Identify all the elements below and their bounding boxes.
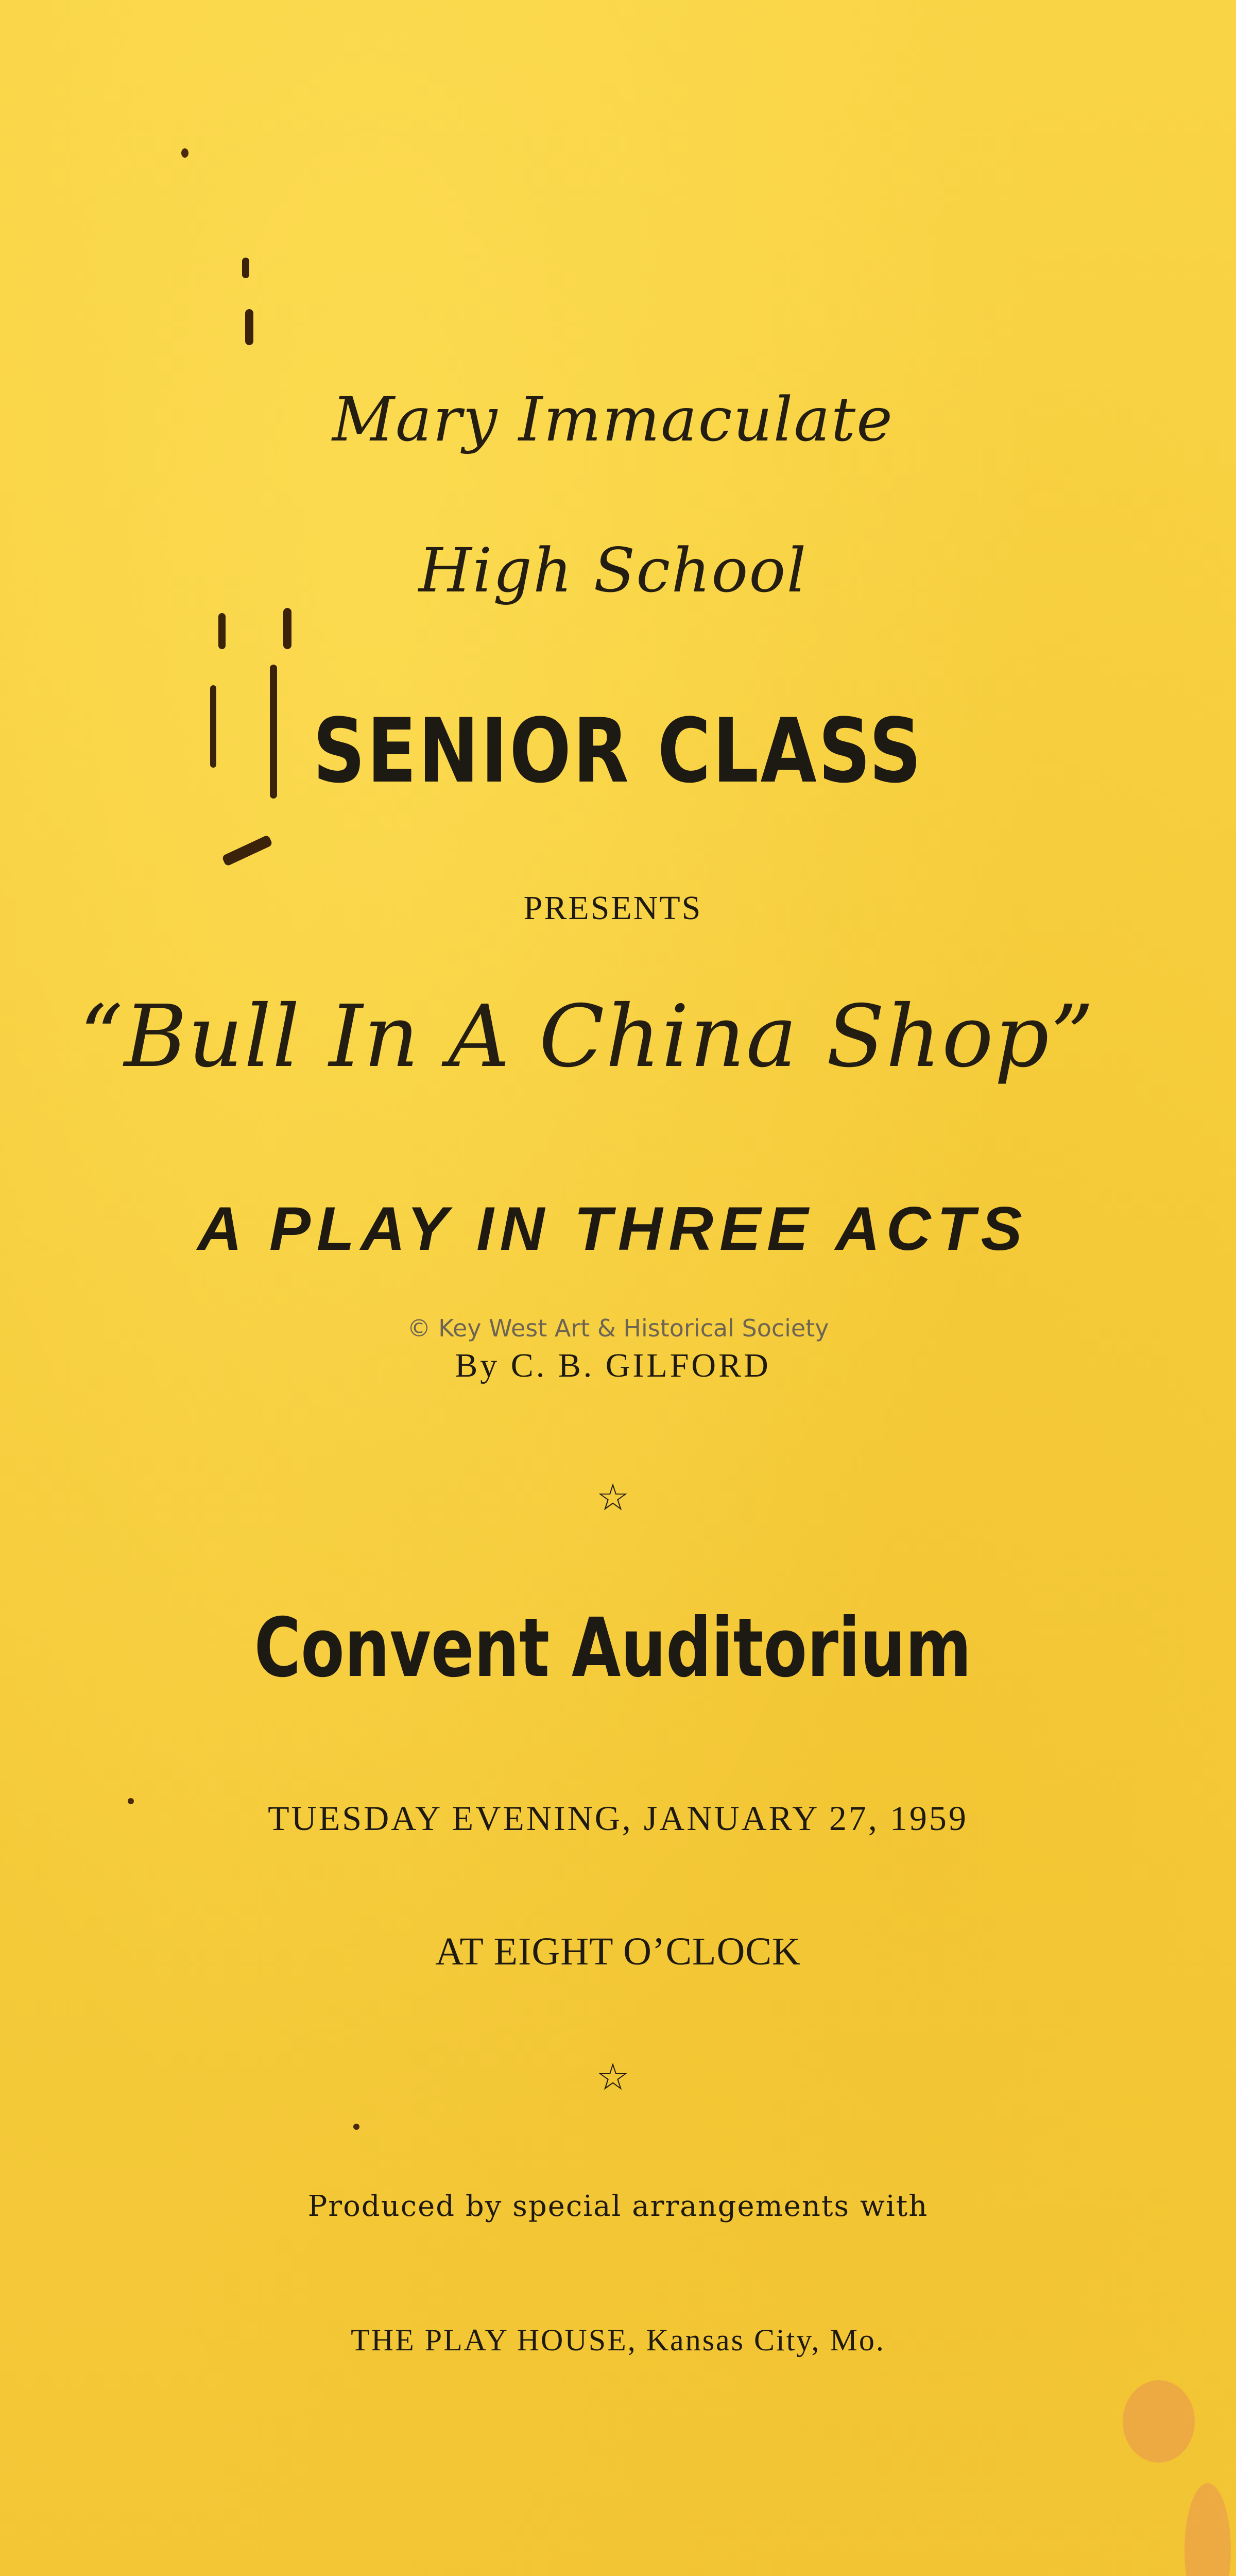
staple-mark xyxy=(283,608,291,649)
performance-time: AT EIGHT O’CLOCK xyxy=(435,1930,801,1973)
class-heading: SENIOR CLASS xyxy=(313,699,923,803)
paper-stain xyxy=(1184,2483,1231,2576)
staple-mark xyxy=(218,613,226,649)
copyright-watermark: © Key West Art & Historical Society xyxy=(407,1314,829,1342)
performance-date: TUESDAY EVENING, JANUARY 27, 1959 xyxy=(268,1799,968,1838)
staple-mark xyxy=(245,309,253,345)
star-icon: ☆ xyxy=(596,1476,630,1519)
production-credit: Produced by special arrangements with xyxy=(307,2190,929,2223)
paper-stain xyxy=(1123,2380,1195,2463)
staple-mark xyxy=(210,685,216,768)
presents-label: PRESENTS xyxy=(523,889,702,927)
rust-spot xyxy=(181,148,188,158)
school-name-line-2: High School xyxy=(418,535,808,606)
staple-mark xyxy=(221,835,273,867)
rust-spot xyxy=(128,1798,134,1804)
staple-mark xyxy=(242,258,249,278)
staple-mark xyxy=(270,665,277,799)
star-icon: ☆ xyxy=(596,2055,630,2098)
play-subtitle: A PLAY IN THREE ACTS xyxy=(197,1194,1028,1263)
playhouse-credit: THE PLAY HOUSE, Kansas City, Mo. xyxy=(351,2323,885,2357)
rust-spot xyxy=(353,2124,359,2130)
play-title: “Bull In A China Shop” xyxy=(79,987,1095,1087)
venue-name: Convent Auditorium xyxy=(254,1601,972,1696)
school-name-line-1: Mary Immaculate xyxy=(332,384,894,455)
author-credit: By C. B. GILFORD xyxy=(455,1347,771,1384)
